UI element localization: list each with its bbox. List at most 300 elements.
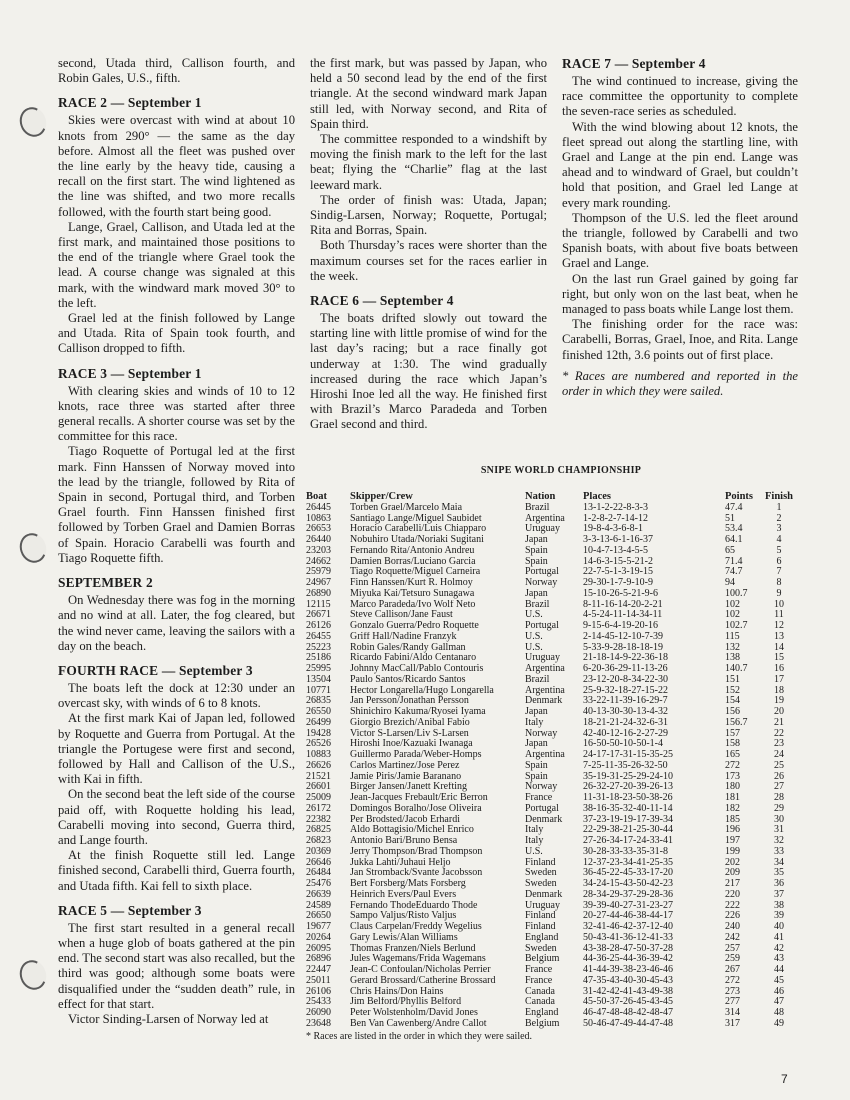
cell-nation: Denmark xyxy=(525,889,563,900)
cell-places: 43-38-28-47-50-37-28 xyxy=(583,943,673,954)
cell-places: 15-10-26-5-21-9-6 xyxy=(583,588,658,599)
cell-skipper: Giorgio Brezich/Anibal Fabio xyxy=(350,717,470,728)
cell-points: 181 xyxy=(725,792,740,803)
cell-finish: 39 xyxy=(774,910,784,922)
cell-points: 156 xyxy=(725,706,740,717)
cell-skipper: Shinichiro Kakuma/Ryosei Iyama xyxy=(350,707,486,717)
cell-skipper: Fernando Rita/Antonio Andreu xyxy=(350,545,475,556)
header-places: Places xyxy=(583,492,611,502)
cell-places: 39-39-40-27-31-23-27 xyxy=(583,900,673,911)
cell-places: 23-12-20-8-34-22-30 xyxy=(583,674,668,685)
cell-places: 34-24-15-43-50-42-23 xyxy=(583,879,673,889)
table-footnote: * Races are listed in the order in which they were sailed. xyxy=(306,1030,533,1042)
section-heading: FOURTH RACE — September 3 xyxy=(58,662,253,678)
cell-places: 20-27-44-46-38-44-17 xyxy=(583,911,673,922)
cell-skipper: Chris Hains/Don Hains xyxy=(350,986,444,997)
cell-finish: 42 xyxy=(774,942,784,954)
cell-finish: 44 xyxy=(774,964,784,975)
cell-points: 102 xyxy=(725,598,740,610)
cell-nation: U.S. xyxy=(525,610,543,621)
cell-boat: 23203 xyxy=(306,544,331,556)
cell-nation: Brazil xyxy=(525,674,550,685)
cell-skipper: Hector Longarella/Hugo Longarella xyxy=(350,685,494,696)
cell-points: 102 xyxy=(725,609,740,621)
paragraph: At the finish Roquette still led. Lange finished second, Carabelli third, Guerra fourth, and Utada fifth. Kai fell to sixth place. xyxy=(58,848,295,893)
cell-skipper: Sampo Valjus/Risto Valjus xyxy=(350,911,457,922)
cell-finish: 4 xyxy=(776,534,782,545)
cell-boat: 26650 xyxy=(306,910,331,922)
cell-points: 196 xyxy=(725,824,740,836)
cell-boat: 22447 xyxy=(306,964,331,975)
cell-nation: Italy xyxy=(525,825,544,836)
cell-points: 156.7 xyxy=(725,716,748,728)
cell-places: 10-4-7-13-4-5-5 xyxy=(583,545,648,556)
cell-points: 154 xyxy=(725,695,740,707)
cell-points: 173 xyxy=(725,770,740,782)
cell-nation: Japan xyxy=(525,739,548,750)
cell-skipper: Jukka Lahti/Juhaui Heljo xyxy=(350,857,451,868)
cell-finish: 21 xyxy=(774,716,784,728)
cell-boat: 26601 xyxy=(306,781,331,793)
cell-boat: 10883 xyxy=(306,749,331,760)
cell-boat: 10771 xyxy=(306,684,331,696)
section-heading: RACE 6 — September 4 xyxy=(310,293,454,309)
cell-places: 7-25-11-35-26-32-50 xyxy=(583,760,668,771)
cell-nation: Belgium xyxy=(525,1018,560,1029)
cell-places: 42-40-12-16-2-27-29 xyxy=(583,728,668,739)
cell-places: 41-44-39-38-23-46-46 xyxy=(583,965,673,975)
header-skipper: Skipper/Crew xyxy=(350,492,413,502)
table-row xyxy=(306,589,806,600)
cell-skipper: Aldo Bottagisio/Michel Enrico xyxy=(350,825,474,836)
cell-finish: 36 xyxy=(774,878,784,889)
cell-skipper: Ben Van Cawenberg/Andre Callot xyxy=(350,1018,487,1029)
cell-skipper: Antonio Bari/Bruno Bensa xyxy=(350,836,458,846)
cell-finish: 24 xyxy=(774,749,784,760)
paragraph: With the wind blowing about 12 knots, the fleet spread out along the startling line, with Grael and Lange at the pin end. Lange was ahead and to windward of Grael, but couldn’t hold that position, and Grael led Lange at every mark rounding. xyxy=(562,119,798,210)
cell-boat: 25223 xyxy=(306,641,331,653)
cell-skipper: Ricardo Fabini/Aldo Centanaro xyxy=(350,653,477,664)
cell-places: 11-31-18-23-50-38-26 xyxy=(583,793,673,803)
footnote: * Races are numbered and reported in the order in which they were sailed. xyxy=(562,368,798,399)
table-row xyxy=(306,546,806,557)
cell-boat: 19677 xyxy=(306,921,331,932)
cell-places: 13-1-2-22-8-3-3 xyxy=(583,502,648,513)
cell-skipper: Birger Jansen/Janett Krefting xyxy=(350,782,468,793)
cell-places: 50-46-47-49-44-47-48 xyxy=(583,1018,673,1029)
paragraph: On the last run Grael gained by going far right, but only won on the last beat, when he managed to pass boats while Lange lost them. xyxy=(562,271,798,317)
cell-boat: 26172 xyxy=(306,802,331,814)
cell-finish: 47 xyxy=(774,996,784,1008)
cell-places: 45-50-37-26-45-43-45 xyxy=(583,997,673,1008)
cell-finish: 38 xyxy=(774,899,784,911)
cell-nation: England xyxy=(525,932,559,943)
cell-points: 157 xyxy=(725,727,740,739)
cell-skipper: Jim Belford/Phyllis Belford xyxy=(350,997,462,1008)
cell-places: 27-26-34-17-24-33-41 xyxy=(583,836,673,846)
cell-nation: Argentina xyxy=(525,750,565,760)
cell-places: 2-14-45-12-10-7-39 xyxy=(583,631,663,642)
cell-boat: 25011 xyxy=(306,974,331,986)
cell-nation: Brazil xyxy=(525,502,550,513)
cell-skipper: Nobuhiro Utada/Noriaki Sugitani xyxy=(350,535,484,545)
section-heading: SEPTEMBER 2 xyxy=(58,575,153,591)
cell-finish: 18 xyxy=(774,684,784,696)
cell-skipper: Carlos Martinez/Jose Perez xyxy=(350,760,460,771)
cell-finish: 6 xyxy=(776,555,782,567)
cell-boat: 26499 xyxy=(306,716,331,728)
cell-points: 94 xyxy=(725,577,735,588)
cell-finish: 32 xyxy=(774,835,784,846)
cell-places: 31-42-42-41-43-49-38 xyxy=(583,986,673,997)
cell-nation: Spain xyxy=(525,545,548,556)
cell-boat: 26445 xyxy=(306,501,331,513)
cell-points: 199 xyxy=(725,845,740,857)
cell-skipper: Jerry Thompson/Brad Thompson xyxy=(350,846,483,857)
cell-skipper: Gary Lewis/Alan Williams xyxy=(350,932,458,943)
table-row xyxy=(306,804,806,815)
cell-finish: 31 xyxy=(774,824,784,836)
cell-places: 36-45-22-45-33-17-20 xyxy=(583,868,673,879)
section-heading: RACE 7 — September 4 xyxy=(562,56,706,71)
cell-nation: Argentina xyxy=(525,664,565,674)
cell-points: 202 xyxy=(725,856,740,868)
cell-nation: U.S. xyxy=(525,642,543,653)
cell-points: 151 xyxy=(725,673,740,685)
cell-boat: 26896 xyxy=(306,953,331,965)
cell-points: 132 xyxy=(725,641,740,653)
cell-finish: 28 xyxy=(774,792,784,803)
paragraph: Tiago Roquette of Portugal led at the first mark. Finn Hanssen of Norway moved into the lead by the triangle, followed by Rita of Spain in second, Portugal third, and Torben Grael fourth. Finn Hanssen finished first followed by Torben Grael and Damien Borras of Spain. Horacio Carabelli was fourth and Tiago Roquette fifth. xyxy=(58,444,295,565)
cell-skipper: Gerard Brossard/Catherine Brossard xyxy=(350,975,496,986)
punch-hole xyxy=(16,103,51,140)
cell-places: 37-23-19-19-17-39-34 xyxy=(583,814,673,825)
cell-finish: 10 xyxy=(774,598,784,610)
cell-skipper: Miyuka Kai/Tetsuro Sunagawa xyxy=(350,588,475,599)
cell-nation: Brazil xyxy=(525,599,550,610)
cell-skipper: Fernando ThodeEduardo Thode xyxy=(350,900,478,911)
cell-skipper: Johnny MacCall/Pablo Contouris xyxy=(350,664,484,674)
cell-finish: 7 xyxy=(776,566,782,578)
cell-places: 30-28-33-33-35-31-8 xyxy=(583,846,668,857)
cell-boat: 26671 xyxy=(306,609,331,621)
cell-boat: 26455 xyxy=(306,630,331,642)
cell-boat: 25476 xyxy=(306,878,331,889)
paragraph: With clearing skies and winds of 10 to 12 knots, race three was started after three general recalls. A shorter course was set by the committee for this race. xyxy=(58,383,295,444)
cell-boat: 13504 xyxy=(306,673,331,685)
cell-places: 24-17-17-31-15-35-25 xyxy=(583,750,673,760)
cell-boat: 24662 xyxy=(306,555,331,567)
cell-skipper: Jean-Jacques Frebault/Eric Berron xyxy=(350,793,488,803)
cell-skipper: Santiago Lange/Miguel Saubidet xyxy=(350,513,482,524)
cell-points: 197 xyxy=(725,835,740,846)
cell-places: 19-8-4-3-6-8-1 xyxy=(583,524,643,535)
cell-nation: Canada xyxy=(525,997,555,1008)
cell-finish: 25 xyxy=(774,759,784,771)
cell-nation: England xyxy=(525,1008,559,1018)
cell-boat: 26106 xyxy=(306,985,331,997)
paragraph: Lange, Grael, Callison, and Utada led at the first mark, and maintained those positions to the end of the triangle where Grael took the lead. A course change was signaled at this mark, with the windward mark moved 30° to the left. xyxy=(58,219,295,310)
header-finish: Finish xyxy=(765,491,794,502)
cell-points: 180 xyxy=(725,781,740,793)
cell-places: 29-30-1-7-9-10-9 xyxy=(583,578,653,588)
cell-nation: Norway xyxy=(525,782,558,793)
text-column-1 xyxy=(58,56,295,1027)
cell-points: 65 xyxy=(725,544,735,556)
punch-hole xyxy=(16,529,51,566)
cell-boat: 24589 xyxy=(306,899,331,911)
paragraph: Both Thursday’s races were shorter than the maximum courses set for the races earlier in the week. xyxy=(310,238,547,283)
cell-points: 226 xyxy=(725,910,740,922)
cell-nation: Denmark xyxy=(525,814,563,825)
cell-boat: 26639 xyxy=(306,888,331,900)
cell-points: 185 xyxy=(725,813,740,825)
cell-points: 47.4 xyxy=(725,501,743,513)
paragraph: At the first mark Kai of Japan led, followed by Roquette and Guerra from Portugal. At the triangle the Portugese were first and second, followed by Hall and Callison of the U.S., with Kai in fifth. xyxy=(58,711,295,787)
cell-finish: 13 xyxy=(774,630,784,642)
cell-points: 140.7 xyxy=(725,663,748,674)
paragraph: The first start resulted in a general recall when a huge glob of boats gathered at the pin end. The second start was also recalled, but the third was good; although some boats were disqualified under the “sudden death” rule, in effect for that start. xyxy=(58,920,295,1011)
cell-skipper: Heinrich Evers/Paul Evers xyxy=(350,889,457,900)
paragraph: The order of finish was: Utada, Japan; Sindig-Larsen, Norway; Roquette, Portugal; Rita and Borras, Spain. xyxy=(310,192,547,238)
cell-finish: 9 xyxy=(776,587,782,599)
table-title: SNIPE WORLD CHAMPIONSHIP xyxy=(480,465,642,476)
cell-finish: 46 xyxy=(774,985,784,997)
cell-nation: Italy xyxy=(525,836,544,846)
paragraph: The finishing order for the race was: Carabelli, Borras, Grael, Inoe, and Rita. Lange finished 12th, 3.6 points out of first place. xyxy=(562,317,798,362)
cell-boat: 25433 xyxy=(306,996,331,1008)
cell-points: 222 xyxy=(725,899,740,911)
cell-nation: France xyxy=(525,965,553,975)
paragraph: The boats drifted slowly out toward the starting line with little promise of wind for the last day’s racing; but a race finally got underway at 1:30. The wind gradually increased during the race which Japan’s Hiroshi Inoe led all the way. He finished first with Brazil’s Marco Paradeda and Torben Grael second and third. xyxy=(310,311,547,432)
cell-points: 257 xyxy=(725,942,740,954)
cell-nation: Portugal xyxy=(525,803,559,814)
cell-places: 1-2-8-2-7-14-12 xyxy=(583,513,648,524)
section-heading: RACE 3 — September 1 xyxy=(58,365,202,381)
table-row xyxy=(306,1019,806,1030)
cell-points: 242 xyxy=(725,931,740,943)
cell-finish: 48 xyxy=(774,1007,784,1018)
paragraph: The committee responded to a windshift by moving the finish mark to the left for the last beat; flying the “Charlie” flag at the last leeward mark. xyxy=(310,132,547,192)
cell-nation: Norway xyxy=(525,728,558,739)
cell-points: 51 xyxy=(725,512,735,524)
cell-skipper: Marco Paradeda/Ivo Wolf Neto xyxy=(350,599,476,610)
text-column-3 xyxy=(562,56,798,399)
cell-places: 22-7-5-1-3-19-15 xyxy=(583,567,653,578)
cell-points: 267 xyxy=(725,964,740,975)
header-points: Points xyxy=(725,491,754,502)
cell-points: 182 xyxy=(725,802,740,814)
cell-nation: Sweden xyxy=(525,943,557,954)
cell-skipper: Peter Wolstenholm/David Jones xyxy=(350,1008,478,1018)
paragraph: the first mark, but was passed by Japan, who held a 50 second lead by the end of the first triangle. At the second windward mark Japan still led, with Norway second, and Rita of Spain third. xyxy=(310,56,547,131)
cell-boat: 26823 xyxy=(306,835,331,846)
cell-nation: Japan xyxy=(525,588,548,599)
cell-nation: Uruguay xyxy=(525,524,560,535)
cell-points: 273 xyxy=(725,985,740,997)
cell-finish: 45 xyxy=(774,974,784,986)
table-row xyxy=(306,761,806,772)
table-body xyxy=(306,503,806,1030)
cell-boat: 12115 xyxy=(306,598,331,610)
cell-skipper: Guillermo Parada/Weber-Homps xyxy=(350,750,482,760)
cell-finish: 27 xyxy=(774,781,784,793)
cell-places: 50-43-41-36-12-41-33 xyxy=(583,932,673,943)
paragraph: second, Utada third, Callison fourth, and Robin Gales, U.S., fifth. xyxy=(58,56,295,86)
cell-nation: Finland xyxy=(525,922,556,932)
cell-points: 115 xyxy=(725,630,740,642)
cell-nation: Spain xyxy=(525,760,548,771)
cell-places: 44-36-25-44-36-39-42 xyxy=(583,954,673,965)
cell-boat: 25186 xyxy=(306,652,331,664)
cell-points: 277 xyxy=(725,996,740,1008)
cell-boat: 26550 xyxy=(306,706,331,717)
cell-boat: 20369 xyxy=(306,845,331,857)
cell-boat: 26095 xyxy=(306,942,331,954)
table-row xyxy=(306,976,806,987)
cell-points: 100.7 xyxy=(725,587,748,599)
cell-nation: Japan xyxy=(525,535,548,545)
cell-boat: 25979 xyxy=(306,566,331,578)
cell-nation: France xyxy=(525,975,553,986)
header-boat: Boat xyxy=(306,491,327,502)
cell-places: 4-5-24-11-14-34-11 xyxy=(583,610,663,621)
cell-boat: 26526 xyxy=(306,738,331,750)
cell-boat: 26653 xyxy=(306,523,331,535)
cell-places: 8-11-16-14-20-2-21 xyxy=(583,599,663,610)
cell-nation: Japan xyxy=(525,707,548,717)
cell-boat: 26440 xyxy=(306,534,331,545)
table-row xyxy=(306,847,806,858)
paragraph: Thompson of the U.S. led the fleet around the triangle, followed by Carabelli and two Spanish boats, with about five boats between Grael and Lange. xyxy=(562,210,798,271)
cell-boat: 26090 xyxy=(306,1007,331,1018)
cell-places: 22-29-38-21-25-30-44 xyxy=(583,825,673,836)
cell-skipper: Gonzalo Guerra/Pedro Roquette xyxy=(350,621,479,631)
cell-skipper: Tiago Roquette/Miguel Carneira xyxy=(350,567,481,578)
cell-finish: 49 xyxy=(774,1017,784,1029)
cell-places: 46-47-48-48-42-48-47 xyxy=(583,1008,673,1018)
cell-boat: 26126 xyxy=(306,620,331,631)
cell-finish: 23 xyxy=(774,738,784,750)
cell-points: 272 xyxy=(725,759,740,771)
paragraph: The boats left the dock at 12:30 under an overcast sky, with winds of 6 to 8 knots. xyxy=(58,680,295,711)
cell-places: 9-15-6-4-19-20-16 xyxy=(583,621,658,631)
cell-finish: 22 xyxy=(774,727,784,739)
cell-skipper: Jean-C Confoulan/Nicholas Perrier xyxy=(350,965,491,975)
cell-finish: 35 xyxy=(774,867,784,879)
cell-points: 209 xyxy=(725,867,740,879)
cell-nation: Spain xyxy=(525,771,548,782)
cell-skipper: Torben Grael/Marcelo Maia xyxy=(350,502,463,513)
cell-skipper: Jamie Piris/Jamie Baranano xyxy=(350,771,462,782)
cell-finish: 33 xyxy=(774,845,784,857)
paragraph: Victor Sinding-Larsen of Norway led at xyxy=(68,1011,269,1026)
cell-points: 240 xyxy=(725,921,740,932)
cell-nation: Denmark xyxy=(525,696,563,707)
cell-places: 16-50-50-10-50-1-4 xyxy=(583,739,663,750)
cell-nation: Portugal xyxy=(525,567,559,578)
table-header-row xyxy=(306,481,806,503)
table-row xyxy=(306,632,806,643)
punch-hole xyxy=(16,956,51,993)
cell-points: 71.4 xyxy=(725,555,743,567)
cell-boat: 25995 xyxy=(306,663,331,674)
cell-places: 40-13-30-30-13-4-32 xyxy=(583,707,668,717)
table-row xyxy=(306,933,806,944)
cell-nation: Uruguay xyxy=(525,900,560,911)
table-row xyxy=(306,503,806,514)
cell-nation: Sweden xyxy=(525,879,557,889)
cell-finish: 41 xyxy=(774,931,784,943)
cell-nation: Canada xyxy=(525,986,555,997)
cell-boat: 20264 xyxy=(306,931,331,943)
cell-boat: 22382 xyxy=(306,813,331,825)
cell-places: 32-41-46-42-37-12-40 xyxy=(583,922,673,932)
section-heading: RACE 5 — September 3 xyxy=(58,902,202,918)
cell-finish: 1 xyxy=(776,501,782,513)
cell-finish: 17 xyxy=(774,673,784,685)
cell-skipper: Claus Carpelan/Freddy Wegelius xyxy=(350,922,482,932)
cell-points: 138 xyxy=(725,652,740,664)
cell-finish: 19 xyxy=(774,695,784,707)
cell-nation: U.S. xyxy=(525,846,543,857)
cell-places: 35-19-31-25-29-24-10 xyxy=(583,771,673,782)
cell-nation: Italy xyxy=(525,717,544,728)
cell-skipper: Jan Persson/Jonathan Persson xyxy=(350,696,469,707)
cell-skipper: Bert Forsberg/Mats Forsberg xyxy=(350,879,466,889)
paragraph: Skies were overcast with wind at about 10 knots from 290° — the same as the day before. Almost all the fleet was pushed over the line early by the heavy tide, causing a recall on the first start. The wind lightened as the line was shifted, and two more recalls followed, with the fourth start being good. xyxy=(58,113,295,219)
cell-finish: 20 xyxy=(774,706,784,717)
page-number: 7 xyxy=(781,1072,788,1086)
paragraph: On Wednesday there was fog in the morning and no wind at all. Later, the fog cleared, but the wind never came, leaving the sailors with a day on the beach. xyxy=(58,593,295,653)
cell-nation: Finland xyxy=(525,911,556,922)
text-column-2 xyxy=(310,56,547,433)
cell-boat: 26890 xyxy=(306,587,331,599)
cell-places: 18-21-21-24-32-6-31 xyxy=(583,717,668,728)
cell-skipper: Damien Borras/Luciano Garcia xyxy=(350,556,476,567)
cell-boat: 26626 xyxy=(306,759,331,771)
cell-skipper: Thomas Franzen/Niels Berlund xyxy=(350,943,476,954)
cell-points: 64.1 xyxy=(725,534,743,545)
cell-boat: 26825 xyxy=(306,824,331,836)
cell-places: 12-37-23-34-41-25-35 xyxy=(583,857,673,868)
cell-finish: 5 xyxy=(776,544,782,556)
cell-nation: Belgium xyxy=(525,954,560,965)
cell-boat: 10863 xyxy=(306,512,331,524)
cell-boat: 23648 xyxy=(306,1017,331,1029)
cell-points: 217 xyxy=(725,878,740,889)
cell-nation: France xyxy=(525,793,553,803)
cell-places: 33-22-11-39-16-29-7 xyxy=(583,696,668,707)
cell-skipper: Jan Stromback/Svante Jacobsson xyxy=(350,868,483,879)
cell-nation: Spain xyxy=(525,556,548,567)
cell-points: 314 xyxy=(725,1007,740,1018)
cell-skipper: Paulo Santos/Ricardo Santos xyxy=(350,674,466,685)
cell-places: 3-3-13-6-1-16-37 xyxy=(583,535,653,545)
cell-finish: 15 xyxy=(774,652,784,664)
cell-points: 158 xyxy=(725,738,740,750)
cell-points: 272 xyxy=(725,974,740,986)
cell-boat: 21521 xyxy=(306,770,331,782)
cell-boat: 19428 xyxy=(306,727,331,739)
cell-finish: 26 xyxy=(774,770,784,782)
cell-finish: 43 xyxy=(774,953,784,965)
cell-finish: 29 xyxy=(774,802,784,814)
cell-boat: 26835 xyxy=(306,695,331,707)
cell-nation: Argentina xyxy=(525,685,565,696)
cell-places: 38-16-35-32-40-11-14 xyxy=(583,803,673,814)
cell-places: 21-18-14-9-22-36-18 xyxy=(583,653,668,664)
